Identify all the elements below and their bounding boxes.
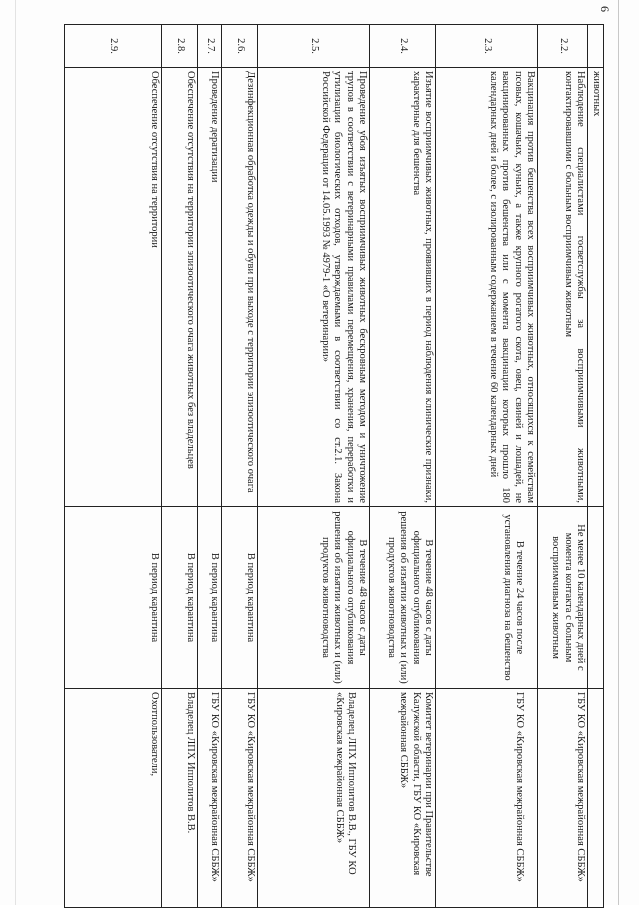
table-row bbox=[222, 25, 258, 908]
cell-responsible: ГБУ КО «Кировская межрайонная СББЖ» bbox=[198, 689, 222, 908]
cell-responsible: Комитет ветеринарии при Правительстве Калужской области, ГБУ КО «Кировская межрайонная СББЖ» bbox=[370, 689, 436, 908]
cell-term: Не менее 10 календарных дней с момента контакта с больным восприимчивым животным bbox=[538, 507, 588, 689]
cell-action: Проведение убоя изъятых восприимчивых животных бескровным методом и уничтожение трупов в соответствии с ветеринарными правилами перемещения, хранения, переработки и утилизации биологических отходов, утверждаемыми в соответствии со ст.2.1. Закона Российской Федерации от 14.05.1993 № 4979-1 «О ветеринарии» bbox=[258, 68, 370, 507]
table-row bbox=[538, 25, 588, 908]
cell-num: 2.4. bbox=[370, 25, 436, 68]
table-row bbox=[370, 25, 436, 908]
table-row bbox=[65, 25, 162, 908]
table-row bbox=[436, 25, 538, 908]
page-number: 6 bbox=[598, 6, 612, 12]
cell-responsible: ГБУ КО «Кировская межрайонная СББЖ» bbox=[538, 689, 588, 908]
cell-term: В течение 48 часов с даты официального опубликования решения об изъятии животных и (или) продуктов животноводства bbox=[258, 507, 370, 689]
measures-table bbox=[64, 24, 604, 908]
cell-action: Изъятие восприимчивых животных, проявивших в период наблюдения клинические признаки, характерные для бешенства bbox=[370, 68, 436, 507]
cell-term: В период карантина bbox=[65, 507, 162, 689]
cell-action: Дезинфекционная обработка одежды и обуви при выходе с территории эпизоотического очага bbox=[222, 68, 258, 507]
cell-responsible bbox=[588, 689, 604, 908]
table-row bbox=[162, 25, 198, 908]
cell-action: животных bbox=[588, 68, 604, 507]
cell-responsible: ГБУ КО «Кировская межрайонная СББЖ» bbox=[436, 689, 538, 908]
cell-num: 2.3. bbox=[436, 25, 538, 68]
cell-num: 2.8. bbox=[162, 25, 198, 68]
cell-num: 2.6. bbox=[222, 25, 258, 68]
cell-action: Вакцинация против бешенства всех восприимчивых животных, относящихся к семействам псовых, кошачьих, куньих, а также крупного рогатого скота, овец, свиней и лошадей, не вакцинированных против бешенства или с момента вакцинации которых прошло 180 календарных дней и более, с изолированным содержанием в течение 60 календарных дней bbox=[436, 68, 538, 507]
cell-num: 2.9. bbox=[65, 25, 162, 68]
cell-action: Наблюдение специалистами госветслужбы за восприимчивыми животными, контактировавшими с больным восприимчивым животным bbox=[538, 68, 588, 507]
cell-responsible: Владелец ЛПХ Ипполитов В.В. bbox=[162, 689, 198, 908]
cell-responsible: Владелец ЛПХ Ипполитов В.В., ГБУ КО «Кировская межрайонная СББЖ» bbox=[258, 689, 370, 908]
page-edge-line bbox=[618, 0, 619, 905]
table-row-continuation bbox=[588, 25, 604, 908]
cell-term: В течение 24 часов после установления диагноза на бешенство bbox=[436, 507, 538, 689]
cell-term: В течение 48 часов с даты официального опубликования решения об изъятии животных и (или) продуктов животноводства bbox=[370, 507, 436, 689]
cell-term: В период карантина bbox=[162, 507, 198, 689]
cell-responsible: ГБУ КО «Кировская межрайонная СББЖ» bbox=[222, 689, 258, 908]
cell-num: 2.7. bbox=[198, 25, 222, 68]
cell-action: Проведение дератизации bbox=[198, 68, 222, 507]
cell-num bbox=[588, 25, 604, 68]
cell-action: Обеспечение отсутствия на территории bbox=[65, 68, 162, 507]
table-row bbox=[258, 25, 370, 908]
cell-num: 2.5. bbox=[258, 25, 370, 68]
cell-term: В период карантина bbox=[198, 507, 222, 689]
cell-action: Обеспечение отсутствия на территории эпизоотического очага животных без владельцев bbox=[162, 68, 198, 507]
cell-term bbox=[588, 507, 604, 689]
page-edge-shadow bbox=[15, 0, 16, 905]
table-row bbox=[198, 25, 222, 908]
cell-responsible: Охотпользователи, bbox=[65, 689, 162, 908]
cell-term: В период карантина bbox=[222, 507, 258, 689]
cell-num: 2.2. bbox=[538, 25, 588, 68]
measures-table-rotated bbox=[64, 24, 604, 882]
